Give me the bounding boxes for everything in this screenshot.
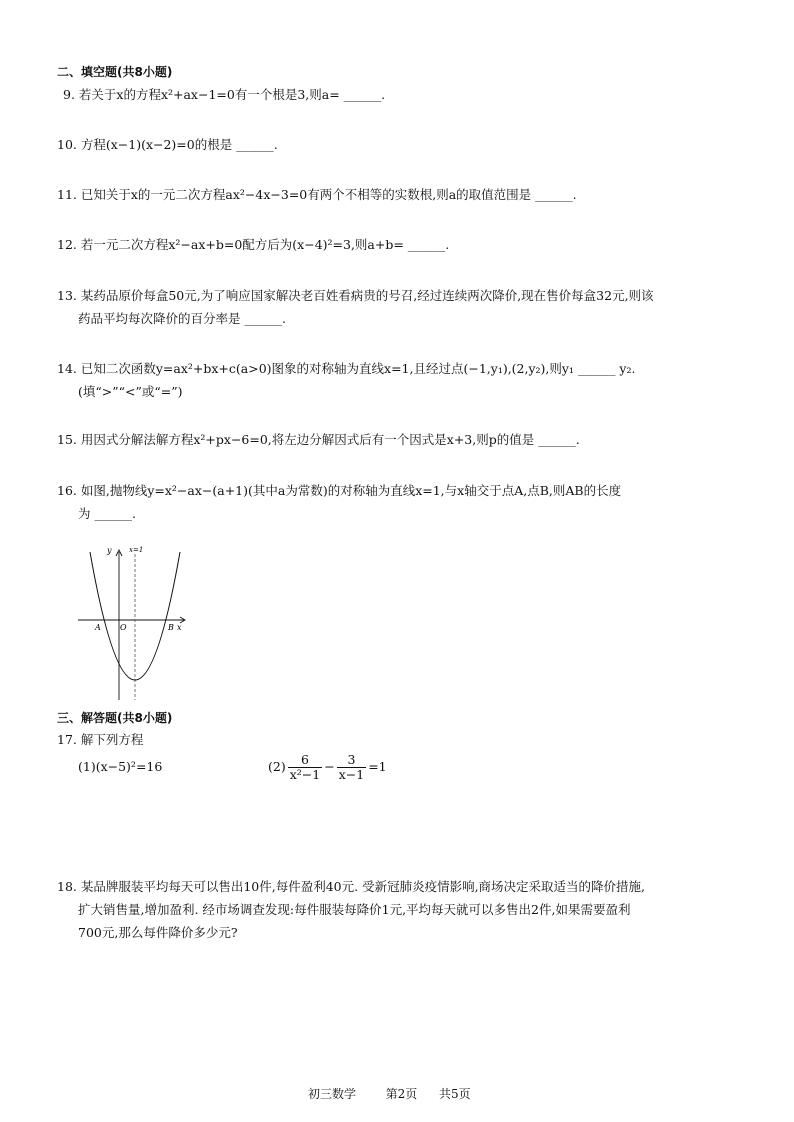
part-2-prefix: (2)	[268, 759, 286, 774]
question-18-line-3: 700元,那么每件降价多少元?	[78, 925, 238, 940]
question-12: 12. 若一元二次方程x²−ax+b=0配方后为(x−4)²=3,则a+b= ______.	[57, 237, 450, 252]
question-11: 11. 已知关于x的一元二次方程ax²−4x−3=0有两个不相等的实数根,则a的取值范围是 ______.	[57, 187, 577, 202]
page-footer	[308, 1086, 471, 1102]
fraction-2-denominator: x−1	[338, 767, 365, 782]
section-3-title: 三、解答题(共8小题)	[57, 711, 173, 725]
origin-label: O	[120, 623, 127, 632]
footer-subject: 初三数学	[308, 1087, 357, 1101]
x-axis-label: x	[177, 623, 182, 632]
question-16-line-2: 为 ______.	[78, 506, 136, 521]
question-18-line-2: 扩大销售量,增加盈利. 经市场调查发现:每件服装每降价1元,平均每天就可以多售出2件,如果需要盈利	[78, 902, 631, 917]
fraction-1-denominator: x²−1	[289, 767, 321, 782]
question-9: 9. 若关于x的方程x²+ax−1=0有一个根是3,则a= ______.	[63, 87, 386, 102]
question-14-line-2: (填“>”“<”或“=”)	[78, 384, 183, 399]
question-10: 10. 方程(x−1)(x−2)=0的根是 ______.	[57, 137, 278, 152]
fraction-2	[337, 753, 366, 782]
fraction-1	[288, 753, 323, 782]
question-18-line-1: 18. 某品牌服装平均每天可以售出10件,每件盈利40元. 受新冠肺炎疫情影响,商场决定采取适当的降价措施,	[57, 879, 646, 894]
question-17: 17. 解下列方程	[57, 732, 144, 747]
equals-one: =1	[368, 759, 387, 774]
minus-sign: −	[324, 759, 335, 774]
point-a-label: A	[95, 623, 101, 632]
question-16-line-1: 16. 如图,抛物线y=x²−ax−(a+1)(其中a为常数)的对称轴为直线x=1,与x轴交于点A,点B,则AB的长度	[57, 483, 622, 498]
question-14-line-1: 14. 已知二次函数y=ax²+bx+c(a>0)图象的对称轴为直线x=1,且经过点(−1,y₁),(2,y₂),则y₁ ______ y₂.	[57, 361, 636, 376]
symmetry-axis-label: x=1	[129, 546, 144, 554]
y-axis-label: y	[107, 546, 112, 555]
section-2-title: 二、填空题(共8小题)	[57, 65, 173, 79]
fraction-2-numerator: 3	[337, 753, 366, 768]
parabola-figure	[72, 540, 197, 705]
question-15: 15. 用因式分解法解方程x²+px−6=0,将左边分解因式后有一个因式是x+3,则p的值是 ______.	[57, 432, 580, 447]
footer-page-number: 第2页	[385, 1087, 418, 1101]
question-13-line-2: 药品平均每次降价的百分率是 ______.	[78, 311, 286, 326]
question-17-part-2	[268, 752, 387, 782]
question-13-line-1: 13. 某药品原价每盒50元,为了响应国家解决老百姓看病贵的号召,经过连续两次降价,现在售价每盒32元,则该	[57, 288, 654, 303]
point-b-label: B	[168, 623, 174, 632]
fraction-1-numerator: 6	[288, 753, 323, 768]
footer-total-pages: 共5页	[438, 1087, 471, 1101]
question-17-part-1: (1)(x−5)²=16	[78, 759, 163, 774]
